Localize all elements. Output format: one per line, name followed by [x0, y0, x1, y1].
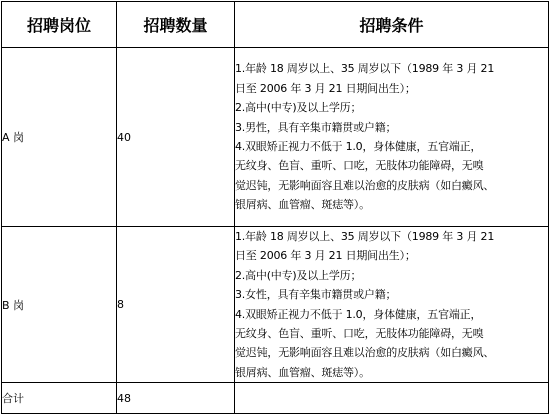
condition-line: 无纹身、色盲、重听、口吃，无肢体功能障碍，无嗅 [235, 327, 484, 341]
header-conditions: 招聘条件 [235, 2, 549, 48]
condition-line: 1.年龄 18 周岁以上、35 周岁以下（1989 年 3 月 21 [235, 230, 495, 243]
position-cell: A 岗 [2, 48, 117, 227]
conditions-cell [235, 48, 549, 227]
condition-line: 1.年龄 18 周岁以上、35 周岁以下（1989 年 3 月 21 [235, 62, 495, 76]
total-row [2, 383, 549, 414]
header-row [2, 2, 549, 48]
condition-line: 银屑病、血管瘤、斑痣等）。 [235, 365, 370, 379]
condition-line: 4.双眼矫正视力不低于 1.0，身体健康，五官端正， [235, 140, 482, 153]
condition-line: 2.高中(中专)及以上学历； [235, 268, 362, 282]
table-row [2, 48, 549, 227]
count-cell: 8 [117, 227, 235, 383]
header-position: 招聘岗位 [2, 2, 117, 48]
total-conditions [235, 383, 549, 414]
conditions-cell [235, 227, 549, 383]
condition-line: 日至 2006 年 3 月 21 日期间出生）； [235, 81, 416, 95]
condition-line: 银屑病、血管瘤、斑痣等）。 [235, 198, 370, 212]
condition-line: 2.高中(中专)及以上学历； [235, 101, 362, 115]
total-label: 合计 [2, 383, 117, 414]
header-count: 招聘数量 [117, 2, 235, 48]
table-row [2, 227, 549, 383]
position-cell: B 岗 [2, 227, 117, 383]
count-cell: 40 [117, 48, 235, 227]
condition-line: 无纹身、色盲、重听、口吃，无肢体功能障碍，无嗅 [235, 159, 484, 173]
recruitment-table [1, 1, 549, 414]
condition-line: 觉迟钝，无影响面容且难以治愈的皮肤病（如白癜风、 [235, 178, 495, 192]
condition-line: 3.女性，具有辛集市籍贯或户籍； [235, 288, 397, 302]
condition-line: 4.双眼矫正视力不低于 1.0，身体健康，五官端正， [235, 307, 482, 321]
condition-line: 3.男性，具有辛集市籍贯或户籍； [235, 120, 397, 134]
total-count: 48 [117, 383, 235, 414]
condition-line: 日至 2006 年 3 月 21 日期间出生）； [235, 249, 416, 263]
condition-line: 觉迟钝，无影响面容且难以治愈的皮肤病（如白癜风、 [235, 346, 495, 360]
